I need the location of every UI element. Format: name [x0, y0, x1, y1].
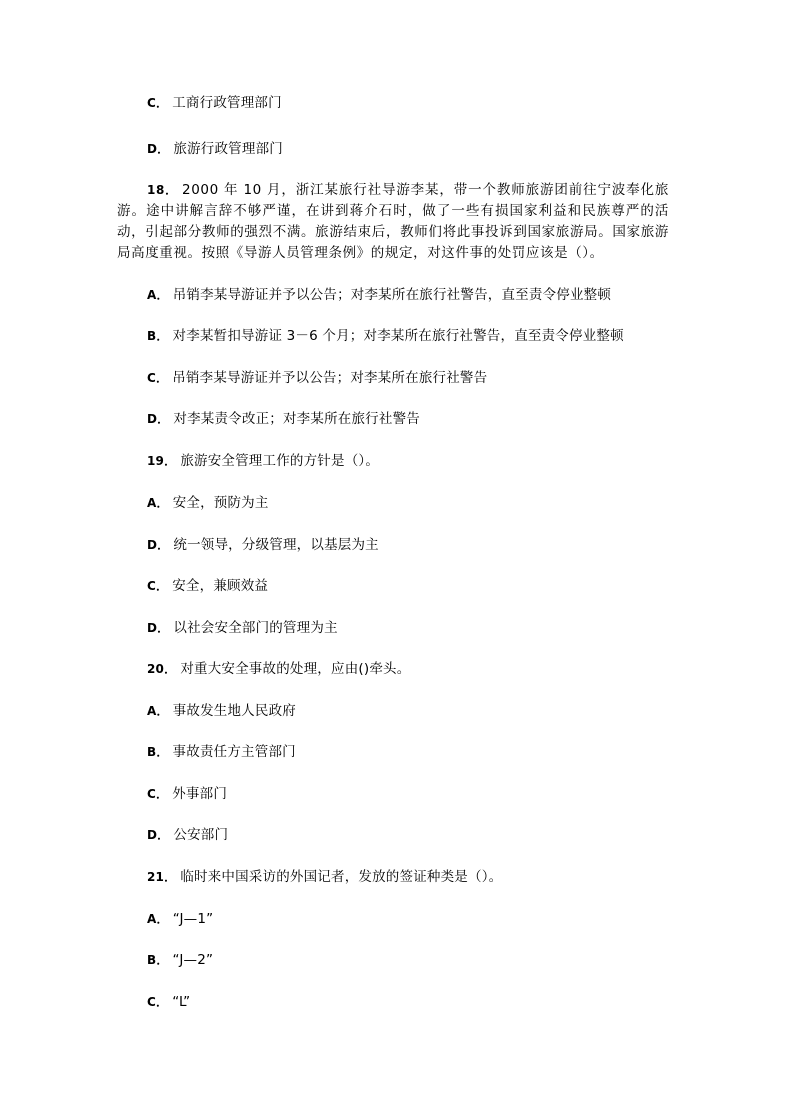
- option-d-q19: [147, 618, 338, 638]
- option-text: 事故责任方主管部门: [172, 744, 296, 760]
- option-a-q18: [147, 285, 611, 305]
- option-d-q20: [147, 825, 228, 845]
- option-text: 对李某暂扣导游证 3－6 个月；对李某所在旅行社警告，直至责令停业整顿: [172, 328, 624, 344]
- option-label: D．: [147, 142, 170, 156]
- question-text: 对重大安全事故的处理，应由()牵头。: [180, 661, 411, 677]
- option-label: C．: [147, 371, 169, 385]
- option-text: “L”: [172, 994, 191, 1010]
- option-c-q20: [147, 784, 227, 804]
- option-text: 公安部门: [173, 827, 229, 843]
- option-c-q19: [147, 576, 268, 596]
- option-text: 统一领导，分级管理，以基层为主: [173, 537, 379, 553]
- option-c-q18: [147, 368, 487, 388]
- option-text: “J—2”: [172, 952, 214, 968]
- option-label: A．: [147, 912, 169, 926]
- option-label: A．: [147, 288, 169, 302]
- option-text: 事故发生地人民政府: [172, 703, 296, 719]
- option-text: 吊销李某导游证并予以公告；对李某所在旅行社警告，直至责令停业整顿: [172, 287, 612, 303]
- option-label: D．: [147, 828, 170, 842]
- question-text: 临时来中国采访的外国记者，发放的签证种类是（）。: [180, 869, 503, 885]
- option-label: C．: [147, 96, 169, 110]
- option-label: C．: [147, 579, 169, 593]
- option-label: A．: [147, 704, 169, 718]
- question-text: 旅游安全管理工作的方针是（）。: [180, 453, 380, 469]
- option-label: B．: [147, 329, 169, 343]
- option-text: 吊销李某导游证并予以公告；对李某所在旅行社警告: [172, 370, 488, 386]
- question-19: [147, 451, 379, 471]
- option-text: 旅游行政管理部门: [173, 141, 283, 157]
- option-label: D．: [147, 412, 170, 426]
- option-label: B．: [147, 745, 169, 759]
- option-label: C．: [147, 995, 169, 1009]
- option-text: 安全，兼顾效益: [172, 578, 269, 594]
- option-a-q21: [147, 909, 213, 929]
- option-d-q19-first: [147, 535, 379, 555]
- option-text: 工商行政管理部门: [172, 95, 282, 111]
- option-label: B．: [147, 953, 169, 967]
- option-b-q20: [147, 742, 296, 762]
- option-c-q21: [147, 992, 190, 1012]
- option-text: 外事部门: [172, 786, 228, 802]
- question-text: 2000 年 10 月，浙江某旅行社导游李某，带一个教师旅游团前往宁波奉化旅游。途中讲解言辞不够严谨，在讲到蒋介石时，做了一些有损国家利益和民族尊严的活动，引起部分教师的强烈不满。旅游结束后，教师们将此事投诉到国家旅游局。国家旅游局高度重视。按照《导游人员管理条例》的规定，对这件事的处罚应该是（）。: [117, 182, 670, 261]
- option-text: 安全，预防为主: [172, 495, 269, 511]
- question-21: [147, 867, 502, 887]
- question-number: 18．: [147, 183, 179, 197]
- option-a-q19: [147, 493, 269, 513]
- option-text: 对李某责令改正；对李某所在旅行社警告: [173, 411, 420, 427]
- option-label: D．: [147, 538, 170, 552]
- option-d-q18: [147, 409, 420, 429]
- option-c-q17: [147, 93, 282, 113]
- question-number: 20．: [147, 662, 177, 676]
- question-20: [147, 659, 410, 679]
- option-d-q17: [147, 139, 283, 159]
- option-text: “J—1”: [172, 911, 214, 927]
- option-text: 以社会安全部门的管理为主: [173, 620, 338, 636]
- option-label: A．: [147, 496, 169, 510]
- option-b-q21: [147, 950, 213, 970]
- option-label: D．: [147, 621, 170, 635]
- option-label: C．: [147, 787, 169, 801]
- option-b-q18: [147, 326, 624, 346]
- question-number: 21．: [147, 870, 177, 884]
- option-a-q20: [147, 701, 296, 721]
- question-18: [117, 180, 669, 264]
- question-number: 19．: [147, 454, 177, 468]
